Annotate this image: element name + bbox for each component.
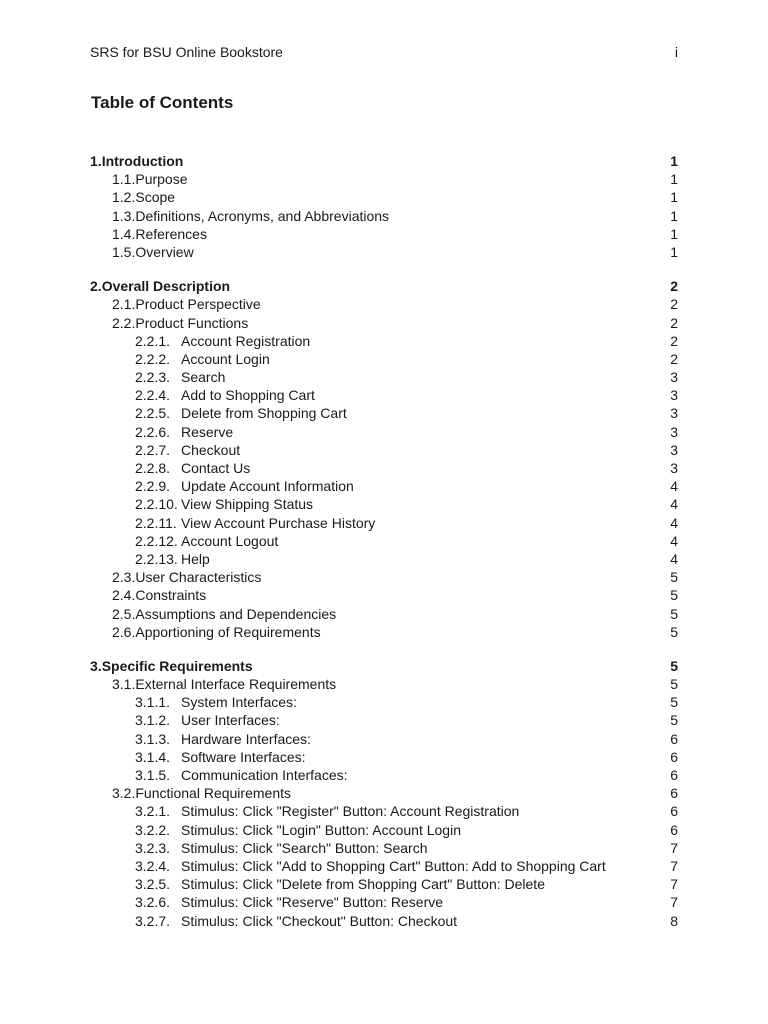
toc-entry-number: 3.2.4. — [135, 857, 171, 874]
toc-entry-page: 4 — [670, 532, 678, 549]
toc-section-heading[interactable] — [90, 277, 678, 295]
toc-entry-number: 2.4. — [112, 587, 136, 604]
toc-entry-label — [90, 514, 375, 532]
toc-entry-page: 4 — [670, 514, 678, 531]
toc-section — [90, 152, 678, 261]
toc-entry-title: Account Login — [181, 350, 270, 367]
toc-entry-title: Purpose — [135, 171, 188, 188]
toc-entry-title: Overview — [135, 243, 194, 260]
toc-entry-title: Hardware Interfaces: — [181, 730, 311, 747]
toc-entry-title: Functional Requirements — [135, 785, 291, 802]
toc-entry-number: 1.2. — [112, 189, 136, 206]
toc-entry-page: 4 — [670, 478, 678, 495]
toc-entry-title: Stimulus: Click "Checkout" Button: Checkout — [181, 912, 458, 929]
toc-entry-number: 2.2.4. — [135, 387, 171, 404]
toc-section-heading[interactable] — [90, 152, 678, 170]
toc-entry-page: 1 — [670, 189, 678, 206]
toc-entry-label — [90, 893, 443, 911]
toc-entry-number: 1.5. — [112, 243, 136, 260]
toc-subsection-entry[interactable] — [90, 314, 678, 332]
toc-entry-page: 3 — [670, 387, 678, 404]
toc-entry-title: Help — [181, 550, 210, 567]
toc-entry-page: 3 — [670, 441, 678, 458]
toc-entry-number: 2.2. — [112, 314, 136, 331]
toc-entry-title: User Characteristics — [135, 569, 262, 586]
toc-subsubsection-entry[interactable] — [90, 404, 678, 422]
toc-subsubsection-entry[interactable] — [90, 441, 678, 459]
toc-entry-number: 2.2.6. — [135, 423, 171, 440]
toc-subsection-entry[interactable] — [90, 170, 678, 188]
toc-entry-page: 5 — [670, 657, 678, 674]
toc-entry-label — [90, 152, 183, 170]
toc-entry-label — [90, 605, 336, 623]
toc-entry-title: Overall Description — [101, 278, 231, 295]
toc-entry-page: 1 — [670, 243, 678, 260]
toc-entry-label — [90, 477, 354, 495]
toc-entry-page: 7 — [670, 894, 678, 911]
toc-entry-label — [90, 332, 310, 350]
toc-entry-page: 3 — [670, 369, 678, 386]
toc-entry-number: 2.2.3. — [135, 369, 171, 386]
toc-subsubsection-entry[interactable] — [90, 893, 678, 911]
toc-entry-title: Specific Requirements — [101, 657, 253, 674]
toc-subsubsection-entry[interactable] — [90, 912, 678, 930]
toc-entry-title: System Interfaces: — [181, 694, 297, 711]
toc-entry-label — [90, 495, 313, 513]
toc-entry-label — [90, 386, 315, 404]
toc-entry-number: 2.2.1. — [135, 332, 171, 349]
toc-entry-number: 3. — [90, 657, 102, 674]
toc-subsubsection-entry[interactable] — [90, 821, 678, 839]
toc-entry-title: Communication Interfaces: — [181, 767, 348, 783]
toc-entry-label — [90, 675, 336, 693]
toc-entry-page: 1 — [670, 153, 678, 169]
toc-subsection-entry[interactable] — [90, 295, 678, 313]
toc-entry-page: 4 — [670, 550, 678, 567]
toc-entry-number: 1. — [90, 153, 102, 169]
page-number: i — [674, 44, 678, 60]
toc-entry-number: 2.1. — [112, 296, 136, 313]
toc-entry-page: 6 — [670, 803, 678, 820]
toc-entry-page: 6 — [670, 748, 678, 765]
toc-entry-page: 5 — [670, 569, 678, 586]
toc-entry-page: 3 — [670, 405, 678, 422]
toc-subsection-entry[interactable] — [90, 188, 678, 206]
toc-entry-number: 3.2.1. — [135, 803, 171, 820]
toc-entry-page: 6 — [670, 821, 678, 838]
toc-entry-number: 3.2.6. — [135, 894, 171, 911]
toc-entry-page: 5 — [670, 605, 678, 622]
toc-entry-label — [90, 532, 278, 550]
toc-entry-page: 5 — [670, 676, 678, 693]
toc-entry-page: 4 — [670, 496, 678, 513]
toc-entry-label — [90, 550, 210, 568]
toc-subsubsection-entry[interactable] — [90, 495, 678, 513]
toc-subsection-entry[interactable] — [90, 784, 678, 802]
toc-subsubsection-entry[interactable] — [90, 857, 678, 875]
toc-entry-label — [90, 423, 233, 441]
toc-entry-page: 5 — [670, 712, 678, 729]
toc-entry-title: Apportioning of Requirements — [135, 623, 321, 640]
toc-entry-page: 5 — [670, 587, 678, 604]
table-of-contents — [90, 152, 678, 946]
toc-entry-label — [90, 657, 253, 675]
toc-entry-number: 2.2.11. — [135, 514, 177, 531]
toc-entry-label — [90, 243, 194, 261]
toc-subsubsection-entry[interactable] — [90, 514, 678, 532]
toc-subsection-entry[interactable] — [90, 605, 678, 623]
toc-entry-title: Introduction — [101, 153, 184, 169]
toc-entry-page: 1 — [670, 171, 678, 188]
toc-entry-title: Update Account Information — [181, 478, 354, 495]
toc-entry-number: 3.1.2. — [135, 712, 171, 729]
toc-entry-label — [90, 857, 606, 875]
toc-subsection-entry[interactable] — [90, 225, 678, 243]
toc-entry-number: 3.1.1. — [135, 694, 171, 711]
toc-entry-label — [90, 350, 270, 368]
document-title: SRS for BSU Online Bookstore — [90, 44, 283, 60]
toc-entry-page: 2 — [670, 350, 678, 367]
toc-entry-label — [90, 314, 248, 332]
toc-entry-label — [90, 839, 427, 857]
toc-section — [90, 277, 678, 641]
toc-subsubsection-entry[interactable] — [90, 477, 678, 495]
toc-subsubsection-entry[interactable] — [90, 459, 678, 477]
toc-subsubsection-entry[interactable] — [90, 350, 678, 368]
toc-entry-title: Product Functions — [135, 314, 249, 331]
toc-entry-page: 2 — [670, 278, 678, 295]
toc-entry-label — [90, 730, 311, 748]
toc-entry-title: User Interfaces: — [181, 712, 280, 729]
toc-entry-number: 2.2.2. — [135, 350, 171, 367]
toc-subsubsection-entry[interactable] — [90, 550, 678, 568]
toc-entry-label — [90, 784, 291, 802]
toc-entry-label — [90, 623, 321, 641]
toc-entry-label — [90, 586, 206, 604]
toc-entry-page: 6 — [670, 730, 678, 747]
toc-subsubsection-entry[interactable] — [90, 693, 678, 711]
toc-entry-title: Stimulus: Click "Reserve" Button: Reserve — [181, 894, 444, 911]
toc-entry-number: 3.2.3. — [135, 839, 171, 856]
toc-entry-page: 7 — [670, 839, 678, 856]
toc-entry-page: 5 — [670, 623, 678, 640]
toc-entry-number: 2.2.8. — [135, 460, 171, 476]
toc-entry-title: References — [135, 225, 207, 242]
toc-entry-number: 1.4. — [112, 225, 136, 242]
toc-entry-number: 2.2.7. — [135, 441, 171, 458]
toc-entry-title: Assumptions and Dependencies — [135, 605, 337, 622]
toc-entry-page: 8 — [670, 912, 678, 929]
toc-subsubsection-entry[interactable] — [90, 368, 678, 386]
toc-entry-title: External Interface Requirements — [135, 676, 337, 693]
toc-entry-label — [90, 802, 519, 820]
toc-entry-number: 2.6. — [112, 623, 136, 640]
toc-subsubsection-entry[interactable] — [90, 730, 678, 748]
toc-entry-title: Search — [181, 369, 226, 386]
toc-entry-title: Add to Shopping Cart — [181, 387, 315, 404]
toc-subsection-entry[interactable] — [90, 675, 678, 693]
toc-entry-label — [90, 459, 250, 477]
toc-entry-page: 1 — [670, 225, 678, 242]
toc-entry-label — [90, 404, 347, 422]
toc-subsection-entry[interactable] — [90, 568, 678, 586]
toc-entry-title: Software Interfaces: — [181, 748, 306, 765]
toc-subsubsection-entry[interactable] — [90, 332, 678, 350]
toc-entry-title: Reserve — [181, 423, 234, 440]
toc-entry-number: 3.1. — [112, 676, 136, 693]
toc-entry-page: 6 — [670, 767, 678, 783]
toc-entry-label — [90, 277, 230, 295]
toc-entry-page: 2 — [670, 332, 678, 349]
toc-entry-label — [90, 912, 457, 930]
toc-entry-title: View Shipping Status — [181, 496, 314, 513]
toc-subsubsection-entry[interactable] — [90, 802, 678, 820]
toc-entry-page: 5 — [670, 694, 678, 711]
toc-entry-label — [90, 693, 297, 711]
toc-entry-label — [90, 766, 348, 784]
toc-entry-title: Constraints — [135, 587, 207, 604]
toc-entry-number: 3.1.4. — [135, 748, 171, 765]
toc-entry-number: 1.3. — [112, 207, 136, 224]
toc-entry-number: 2. — [90, 278, 102, 295]
toc-subsection-entry[interactable] — [90, 623, 678, 641]
toc-subsubsection-entry[interactable] — [90, 766, 678, 784]
toc-entry-number: 3.2.2. — [135, 821, 171, 838]
toc-entry-title: Definitions, Acronyms, and Abbreviations — [135, 207, 390, 224]
toc-entry-number: 3.1.3. — [135, 730, 171, 747]
toc-entry-label — [90, 170, 188, 188]
toc-entry-label — [90, 225, 207, 243]
toc-entry-title: Stimulus: Click "Login" Button: Account Login — [181, 821, 461, 838]
toc-entry-label — [90, 368, 225, 386]
toc-entry-number: 3.2.5. — [135, 876, 171, 893]
toc-subsection-entry[interactable] — [90, 207, 678, 225]
toc-entry-number: 1.1. — [112, 171, 136, 188]
toc-entry-page: 2 — [670, 296, 678, 313]
toc-entry-number: 2.2.10. — [135, 496, 178, 513]
toc-entry-number: 2.2.5. — [135, 405, 171, 422]
toc-entry-page: 1 — [670, 207, 678, 224]
toc-entry-number: 2.2.9. — [135, 478, 171, 495]
toc-entry-label — [90, 207, 389, 225]
toc-entry-label — [90, 748, 306, 766]
toc-entry-title: Contact Us — [181, 460, 251, 476]
toc-entry-title: Account Registration — [181, 332, 311, 349]
toc-entry-label — [90, 711, 280, 729]
toc-entry-label — [90, 821, 461, 839]
toc-entry-title: Scope — [135, 189, 176, 206]
toc-entry-title: Delete from Shopping Cart — [181, 405, 347, 422]
toc-entry-title: Checkout — [181, 441, 241, 458]
toc-entry-page: 3 — [670, 460, 678, 476]
toc-subsubsection-entry[interactable] — [90, 875, 678, 893]
toc-entry-number: 2.5. — [112, 605, 136, 622]
toc-entry-page: 6 — [670, 785, 678, 802]
toc-entry-label — [90, 568, 261, 586]
toc-entry-number: 2.2.12. — [135, 532, 178, 549]
toc-entry-label — [90, 188, 175, 206]
toc-section — [90, 657, 678, 930]
toc-entry-label — [90, 295, 261, 313]
toc-entry-label — [90, 441, 240, 459]
toc-entry-number: 3.2.7. — [135, 912, 171, 929]
toc-subsection-entry[interactable] — [90, 586, 678, 604]
toc-entry-page: 7 — [670, 857, 678, 874]
toc-entry-number: 3.1.5. — [135, 767, 171, 783]
toc-entry-title: Stimulus: Click "Register" Button: Account Registration — [181, 803, 520, 820]
toc-entry-number: 3.2. — [112, 785, 136, 802]
toc-entry-number: 2.2.13. — [135, 550, 178, 567]
toc-heading: Table of Contents — [91, 93, 234, 112]
toc-subsubsection-entry[interactable] — [90, 839, 678, 857]
toc-subsubsection-entry[interactable] — [90, 532, 678, 550]
page-header — [90, 44, 678, 60]
toc-entry-page: 7 — [670, 876, 678, 893]
toc-entry-number: 2.3. — [112, 569, 136, 586]
toc-entry-title: View Account Purchase History — [181, 514, 376, 531]
toc-entry-title: Stimulus: Click "Add to Shopping Cart" Button: Add to Shopping Cart — [181, 857, 606, 874]
toc-subsection-entry[interactable] — [90, 243, 678, 261]
toc-subsubsection-entry[interactable] — [90, 711, 678, 729]
toc-entry-title: Product Perspective — [135, 296, 261, 313]
toc-entry-title: Account Logout — [181, 532, 279, 549]
toc-subsubsection-entry[interactable] — [90, 386, 678, 404]
toc-subsubsection-entry[interactable] — [90, 748, 678, 766]
toc-subsubsection-entry[interactable] — [90, 423, 678, 441]
toc-entry-title: Stimulus: Click "Search" Button: Search — [181, 839, 428, 856]
toc-entry-label — [90, 875, 545, 893]
toc-entry-page: 3 — [670, 423, 678, 440]
toc-section-heading[interactable] — [90, 657, 678, 675]
toc-entry-page: 2 — [670, 314, 678, 331]
toc-entry-title: Stimulus: Click "Delete from Shopping Cart" Button: Delete — [181, 876, 545, 893]
